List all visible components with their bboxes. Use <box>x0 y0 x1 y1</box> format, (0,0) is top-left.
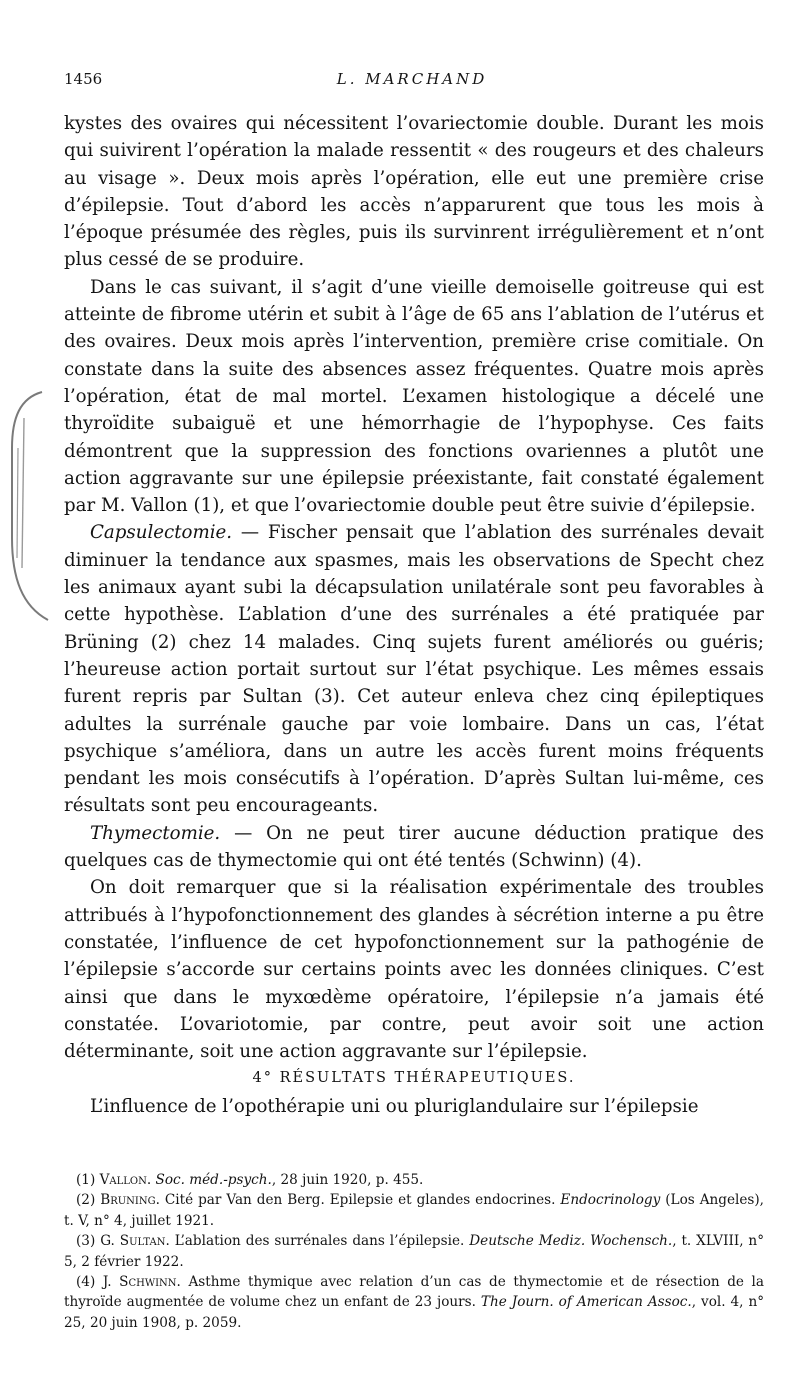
paragraph-conclusion: On doit remarquer que si la réalisation expérimentale des troubles attribués à l’hypofonctionnement des glandes à sécrétion interne a pu être constatée, l’influence de cet hypofonctionnement sur la pathogénie de l’épilepsie s’accorde sur certains points avec les données cliniques. C’est ainsi que dans le myxœdème opératoire, l’épilepsie n’a jamais été constatée. L’ovariotomie, par contre, peut avoir soit une action déterminante, soit une action aggravante sur l’épilepsie. <box>64 877 764 1063</box>
footnote-3 <box>64 1231 764 1272</box>
body-text <box>64 110 764 1120</box>
footnote-marker: (2) <box>76 1192 101 1209</box>
footnote-4 <box>64 1272 764 1333</box>
footnote-text-end: , 28 juin 1920, p. 455. <box>271 1172 424 1188</box>
footnote-author: J. Schwinn. <box>102 1274 181 1291</box>
paragraph-case: Dans le cas suivant, il s’agit d’une vieille demoiselle goitreuse qui est atteinte de fibrome utérin et subit à l’âge de 65 ans l’ablation de l’utérus et des ovaires. Deux mois après l’intervention, première crise comitiale. On constate dans la suite des absences assez fréquentes. Quatre mois après l’opération, état de mal mortel. L’examen histologique a décelé une thyroïdite subaiguë et une hémorrhagie de l’hypophyse. Ces faits démontrent que la suppression des fonctions ovariennes a plutôt une action aggravante sur une épilepsie préexistante, fait constaté également par M. Vallon (1), et que l’ovariectomie double peut être suivie d’épilepsie. <box>64 276 764 517</box>
footnote-text-end: (Los Angeles), t. V, n° 4, juillet 1921. <box>64 1192 764 1229</box>
footnote-text-end: , t. XLVIII, n° 5, 2 février 1922. <box>64 1233 764 1270</box>
footnote-text: L’ablation des surrénales dans l’épilepsie. <box>169 1233 470 1250</box>
capsulectomie-title: Capsulectomie. <box>90 522 233 544</box>
footnote-journal: Deutsche Mediz. Wochensch. <box>469 1233 673 1250</box>
footnote-marker: (3) <box>76 1233 101 1250</box>
running-head: L. MARCHAND <box>336 70 488 88</box>
footnote-marker: (1) <box>76 1172 100 1188</box>
paragraph-thymectomie <box>64 820 764 875</box>
paragraph-continuation: kystes des ovaires qui nécessitent l’ovariectomie double. Durant les mois qui suivirent l’opération la malade ressentit « des rougeurs et des chaleurs au visage ». Deux mois après l’opération, elle eut une première crise d’épilepsie. Tout d’abord les accès n’apparurent que tous les mois à l’époque présumée des règles, puis ils survinrent irrégulièrement et n’ont plus cessé de se produire. <box>64 113 764 271</box>
paragraph-capsulectomie <box>64 519 764 819</box>
footnote-journal: The Journ. of American Assoc. <box>480 1294 692 1311</box>
thymectomie-title: Thymectomie. <box>90 822 221 844</box>
footnote-author: G. Sultan. <box>100 1233 170 1250</box>
footnote-author: Bruning. <box>100 1192 160 1209</box>
footnote-1 <box>64 1170 764 1190</box>
footnotes <box>64 1170 764 1333</box>
section-heading: 4° RÉSULTATS THÉRAPEUTIQUES. <box>252 1070 576 1087</box>
footnote-marker: (4) <box>76 1274 103 1291</box>
footnote-author: Vallon. <box>99 1172 152 1188</box>
footnote-text-end: , vol. 4, n° 25, 20 juin 1908, p. 2059. <box>64 1294 764 1331</box>
footnote-2 <box>64 1190 764 1231</box>
capsulectomie-text: — Fischer pensait que l’ablation des surrénales devait diminuer la tendance aux spasmes, mais les observations de Specht chez les animaux ayant subi la décapsulation unilatérale sont peu favorables à cette hypothèse. L’ablation d’une des surrénales a été pratiquée par Brüning (2) chez 14 malades. Cinq sujets furent améliorés ou guéris; l’heureuse action portait surtout sur l’état psychique. Les mêmes essais furent repris par Sultan (3). Cet auteur enleva chez cinq épileptiques adultes la surrénale gauche par voie lombaire. Dans un cas, l’état psychique s’améliora, dans un autre les accès furent moins fréquents pendant les mois consécutifs à l’opération. D’après Sultan lui-même, ces résultats sont peu encourageants. <box>64 522 764 817</box>
pencil-bracket-mark <box>2 388 52 624</box>
page-header <box>64 70 760 94</box>
footnote-journal: Soc. méd.-psych. <box>155 1172 272 1188</box>
page-number: 1456 <box>64 70 103 88</box>
footnote-journal: Endocrinology <box>560 1192 661 1209</box>
paragraph-opotherapie: L’influence de l’opothérapie uni ou pluriglandulaire sur l’épilepsie <box>90 1095 699 1117</box>
thymectomie-text: — On ne peut tirer aucune déduction pratique des quelques cas de thymectomie qui ont été tentés (Schwinn) (4). <box>64 822 764 872</box>
footnote-text: Asthme thymique avec relation d’un cas de thymectomie et de résection de la thyroïde augmentée de volume chez un enfant de 23 jours. <box>64 1274 765 1311</box>
footnote-text: Cité par Van den Berg. Epilepsie et glandes endocrines. <box>159 1192 561 1209</box>
